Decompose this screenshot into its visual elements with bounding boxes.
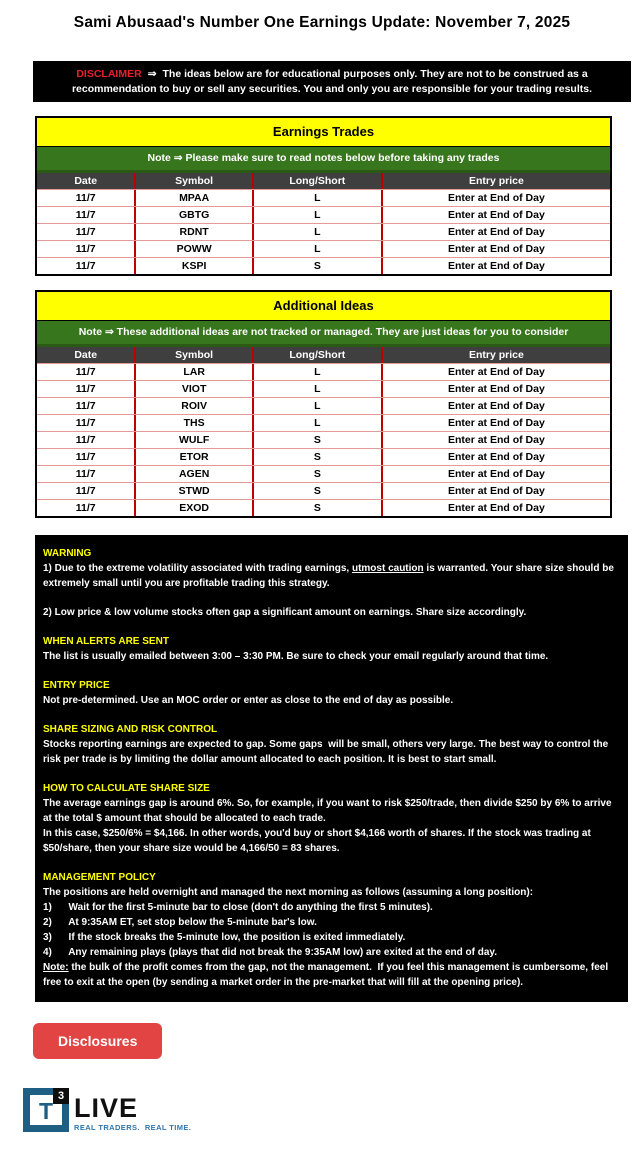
table-cell: POWW: [134, 241, 251, 257]
table-row: [37, 189, 610, 206]
disclaimer-arrow-icon: ⇒: [147, 67, 157, 80]
notes-block: [35, 535, 628, 1002]
table-cell: L: [252, 224, 381, 240]
table-row: [37, 465, 610, 482]
table-cell: 11/7: [75, 417, 96, 429]
column-header: Date: [74, 175, 98, 187]
logo-t-frame: [23, 1088, 69, 1132]
table-cell: 11/7: [75, 485, 96, 497]
table-cell: Enter at End of Day: [381, 364, 610, 380]
table-cell: Enter at End of Day: [381, 483, 610, 499]
table-cell: Enter at End of Day: [381, 398, 610, 414]
note-section-heading: WHEN ALERTS ARE SENT: [43, 636, 169, 647]
table-cell: Enter at End of Day: [381, 190, 610, 206]
table-cell: KSPI: [134, 258, 251, 274]
table-cell: L: [252, 381, 381, 397]
table-title: Additional Ideas: [37, 292, 610, 321]
table-cell: THS: [134, 415, 251, 431]
logo-tagline: REAL TRADERS. REAL TIME.: [74, 1123, 192, 1132]
logo-text: [74, 1093, 192, 1132]
table-cell: S: [252, 500, 381, 516]
table-cell: 11/7: [75, 434, 96, 446]
table-cell: 11/7: [75, 468, 96, 480]
table-body: [37, 363, 610, 516]
note-paragraph: The list is usually emailed between 3:00 – 3:30 PM. Be sure to check your email regularly around that time.: [43, 651, 549, 662]
table-cell: Enter at End of Day: [381, 466, 610, 482]
note-paragraph: 2) At 9:35AM ET, set stop below the 5-minute bar's low.: [43, 917, 317, 928]
table-note: Note ⇒ Please make sure to read notes below before taking any trades: [37, 147, 610, 173]
table-row: [37, 448, 610, 465]
table-cell: LAR: [134, 364, 251, 380]
disclaimer-body-text: The ideas below are for educational purposes only. They are not to be construed as a recommendation to buy or sell any securities. You and only you are responsible for your trading results.: [71, 67, 593, 95]
table-cell: 11/7: [75, 243, 96, 255]
disclosures-button[interactable]: Disclosures: [33, 1023, 162, 1059]
note-paragraph: In this case, $250/6% = $4,166. In other words, you'd buy or short $4,166 worth of shares. If the stock was trading at $50/share, then your share size would be 4,166/50 = 83 shares.: [43, 828, 594, 854]
note-section-heading: SHARE SIZING AND RISK CONTROL: [43, 724, 218, 735]
column-header: Entry price: [381, 173, 610, 189]
table-cell: 11/7: [75, 260, 96, 272]
table-row: [37, 380, 610, 397]
note-paragraph: Stocks reporting earnings are expected to gap. Some gaps will be small, others very large. The best way to control the risk per trade is by limiting the dollar amount allocated to each position. It is best to start small.: [43, 739, 611, 765]
table-row: [37, 206, 610, 223]
table-cell: ROIV: [134, 398, 251, 414]
table-cell: ETOR: [134, 449, 251, 465]
table-cell: Enter at End of Day: [381, 449, 610, 465]
table-row: [37, 414, 610, 431]
table-cell: 11/7: [75, 400, 96, 412]
note-section-heading: ENTRY PRICE: [43, 680, 110, 691]
table-body: [37, 189, 610, 274]
table-title: Earnings Trades: [37, 118, 610, 147]
column-header: Symbol: [134, 173, 251, 189]
table-cell: L: [252, 241, 381, 257]
table-cell: L: [252, 398, 381, 414]
table-note: Note ⇒ These additional ideas are not tracked or managed. They are just ideas for you to consider: [37, 321, 610, 347]
column-header: Long/Short: [252, 347, 381, 363]
note-section-heading: HOW TO CALCULATE SHARE SIZE: [43, 783, 210, 794]
table-cell: VIOT: [134, 381, 251, 397]
t3-live-logo: [23, 1084, 644, 1132]
logo-t-letter: T: [38, 1097, 54, 1124]
table-cell: Enter at End of Day: [381, 415, 610, 431]
table-row: [37, 223, 610, 240]
table-cell: GBTG: [134, 207, 251, 223]
page: [0, 14, 644, 1132]
note-paragraph: 2) Low price & low volume stocks often gap a significant amount on earnings. Share size accordingly.: [43, 607, 527, 618]
table-cell: Enter at End of Day: [381, 207, 610, 223]
column-header: Long/Short: [252, 173, 381, 189]
table-cell: Enter at End of Day: [381, 258, 610, 274]
table-cell: L: [252, 415, 381, 431]
table-cell: Enter at End of Day: [381, 500, 610, 516]
table-cell: S: [252, 258, 381, 274]
table-cell: L: [252, 190, 381, 206]
table-cell: S: [252, 449, 381, 465]
disclaimer-text: [56, 67, 608, 97]
table-cell: S: [252, 483, 381, 499]
table-cell: STWD: [134, 483, 251, 499]
page-title: Sami Abusaad's Number One Earnings Update: November 7, 2025: [73, 14, 571, 31]
table-cell: 11/7: [75, 192, 96, 204]
table-cell: 11/7: [75, 366, 96, 378]
table-cell: EXOD: [134, 500, 251, 516]
note-section-heading: MANAGEMENT POLICY: [43, 872, 156, 883]
table-row: [37, 363, 610, 380]
note-paragraph: The positions are held overnight and managed the next morning as follows (assuming a long position):: [43, 887, 534, 898]
table-cell: L: [252, 364, 381, 380]
table-cell: Enter at End of Day: [381, 432, 610, 448]
table-row: [37, 240, 610, 257]
note-paragraph: Note: the bulk of the profit comes from the gap, not the management. If you feel this management is cumbersome, feel free to exit at the open (by sending a market order in the pre-market that will fill at the opening price).: [43, 962, 611, 988]
table-cell: L: [252, 207, 381, 223]
note-paragraph: 1) Due to the extreme volatility associated with trading earnings, utmost caution is warranted. Your share size should be extremely small until you are profitable trading this strategy.: [43, 563, 617, 589]
logo-live-text: LIVE: [74, 1093, 139, 1123]
table-cell: S: [252, 432, 381, 448]
earnings-trades-table: [35, 116, 612, 276]
additional-ideas-table: [35, 290, 612, 518]
column-header: Entry price: [381, 347, 610, 363]
disclaimer-label: DISCLAIMER: [76, 67, 142, 80]
table-row: [37, 431, 610, 448]
table-cell: Enter at End of Day: [381, 224, 610, 240]
note-paragraph: The average earnings gap is around 6%. So, for example, if you want to risk $250/trade, then divide $250 by 6% to arrive at the total $ amount that should be allocated to each trade.: [43, 798, 615, 824]
table-header-row: [37, 347, 610, 363]
note-paragraph: 1) Wait for the first 5-minute bar to close (don't do anything the first 5 minutes).: [43, 902, 433, 913]
table-header-row: [37, 173, 610, 189]
table-cell: 11/7: [75, 209, 96, 221]
note-paragraph: 4) Any remaining plays (plays that did not break the 9:35AM low) are exited at the end of day.: [43, 947, 497, 958]
table-cell: Enter at End of Day: [381, 241, 610, 257]
table-row: [37, 397, 610, 414]
column-header: Symbol: [134, 347, 251, 363]
disclaimer-banner: [33, 61, 631, 102]
table-cell: AGEN: [134, 466, 251, 482]
table-row: [37, 257, 610, 274]
column-header: Date: [74, 349, 98, 361]
table-cell: RDNT: [134, 224, 251, 240]
table-cell: 11/7: [75, 502, 96, 514]
table-cell: 11/7: [75, 383, 96, 395]
table-cell: Enter at End of Day: [381, 381, 610, 397]
logo-three-badge: 3: [53, 1088, 69, 1104]
table-cell: 11/7: [75, 451, 96, 463]
table-cell: 11/7: [75, 226, 96, 238]
table-row: [37, 482, 610, 499]
table-row: [37, 499, 610, 516]
note-section-heading: WARNING: [43, 548, 92, 559]
note-paragraph: Not pre-determined. Use an MOC order or enter as close to the end of day as possible.: [43, 695, 454, 706]
table-cell: S: [252, 466, 381, 482]
table-cell: WULF: [134, 432, 251, 448]
note-paragraph: 3) If the stock breaks the 5-minute low, the position is exited immediately.: [43, 932, 406, 943]
table-cell: MPAA: [134, 190, 251, 206]
